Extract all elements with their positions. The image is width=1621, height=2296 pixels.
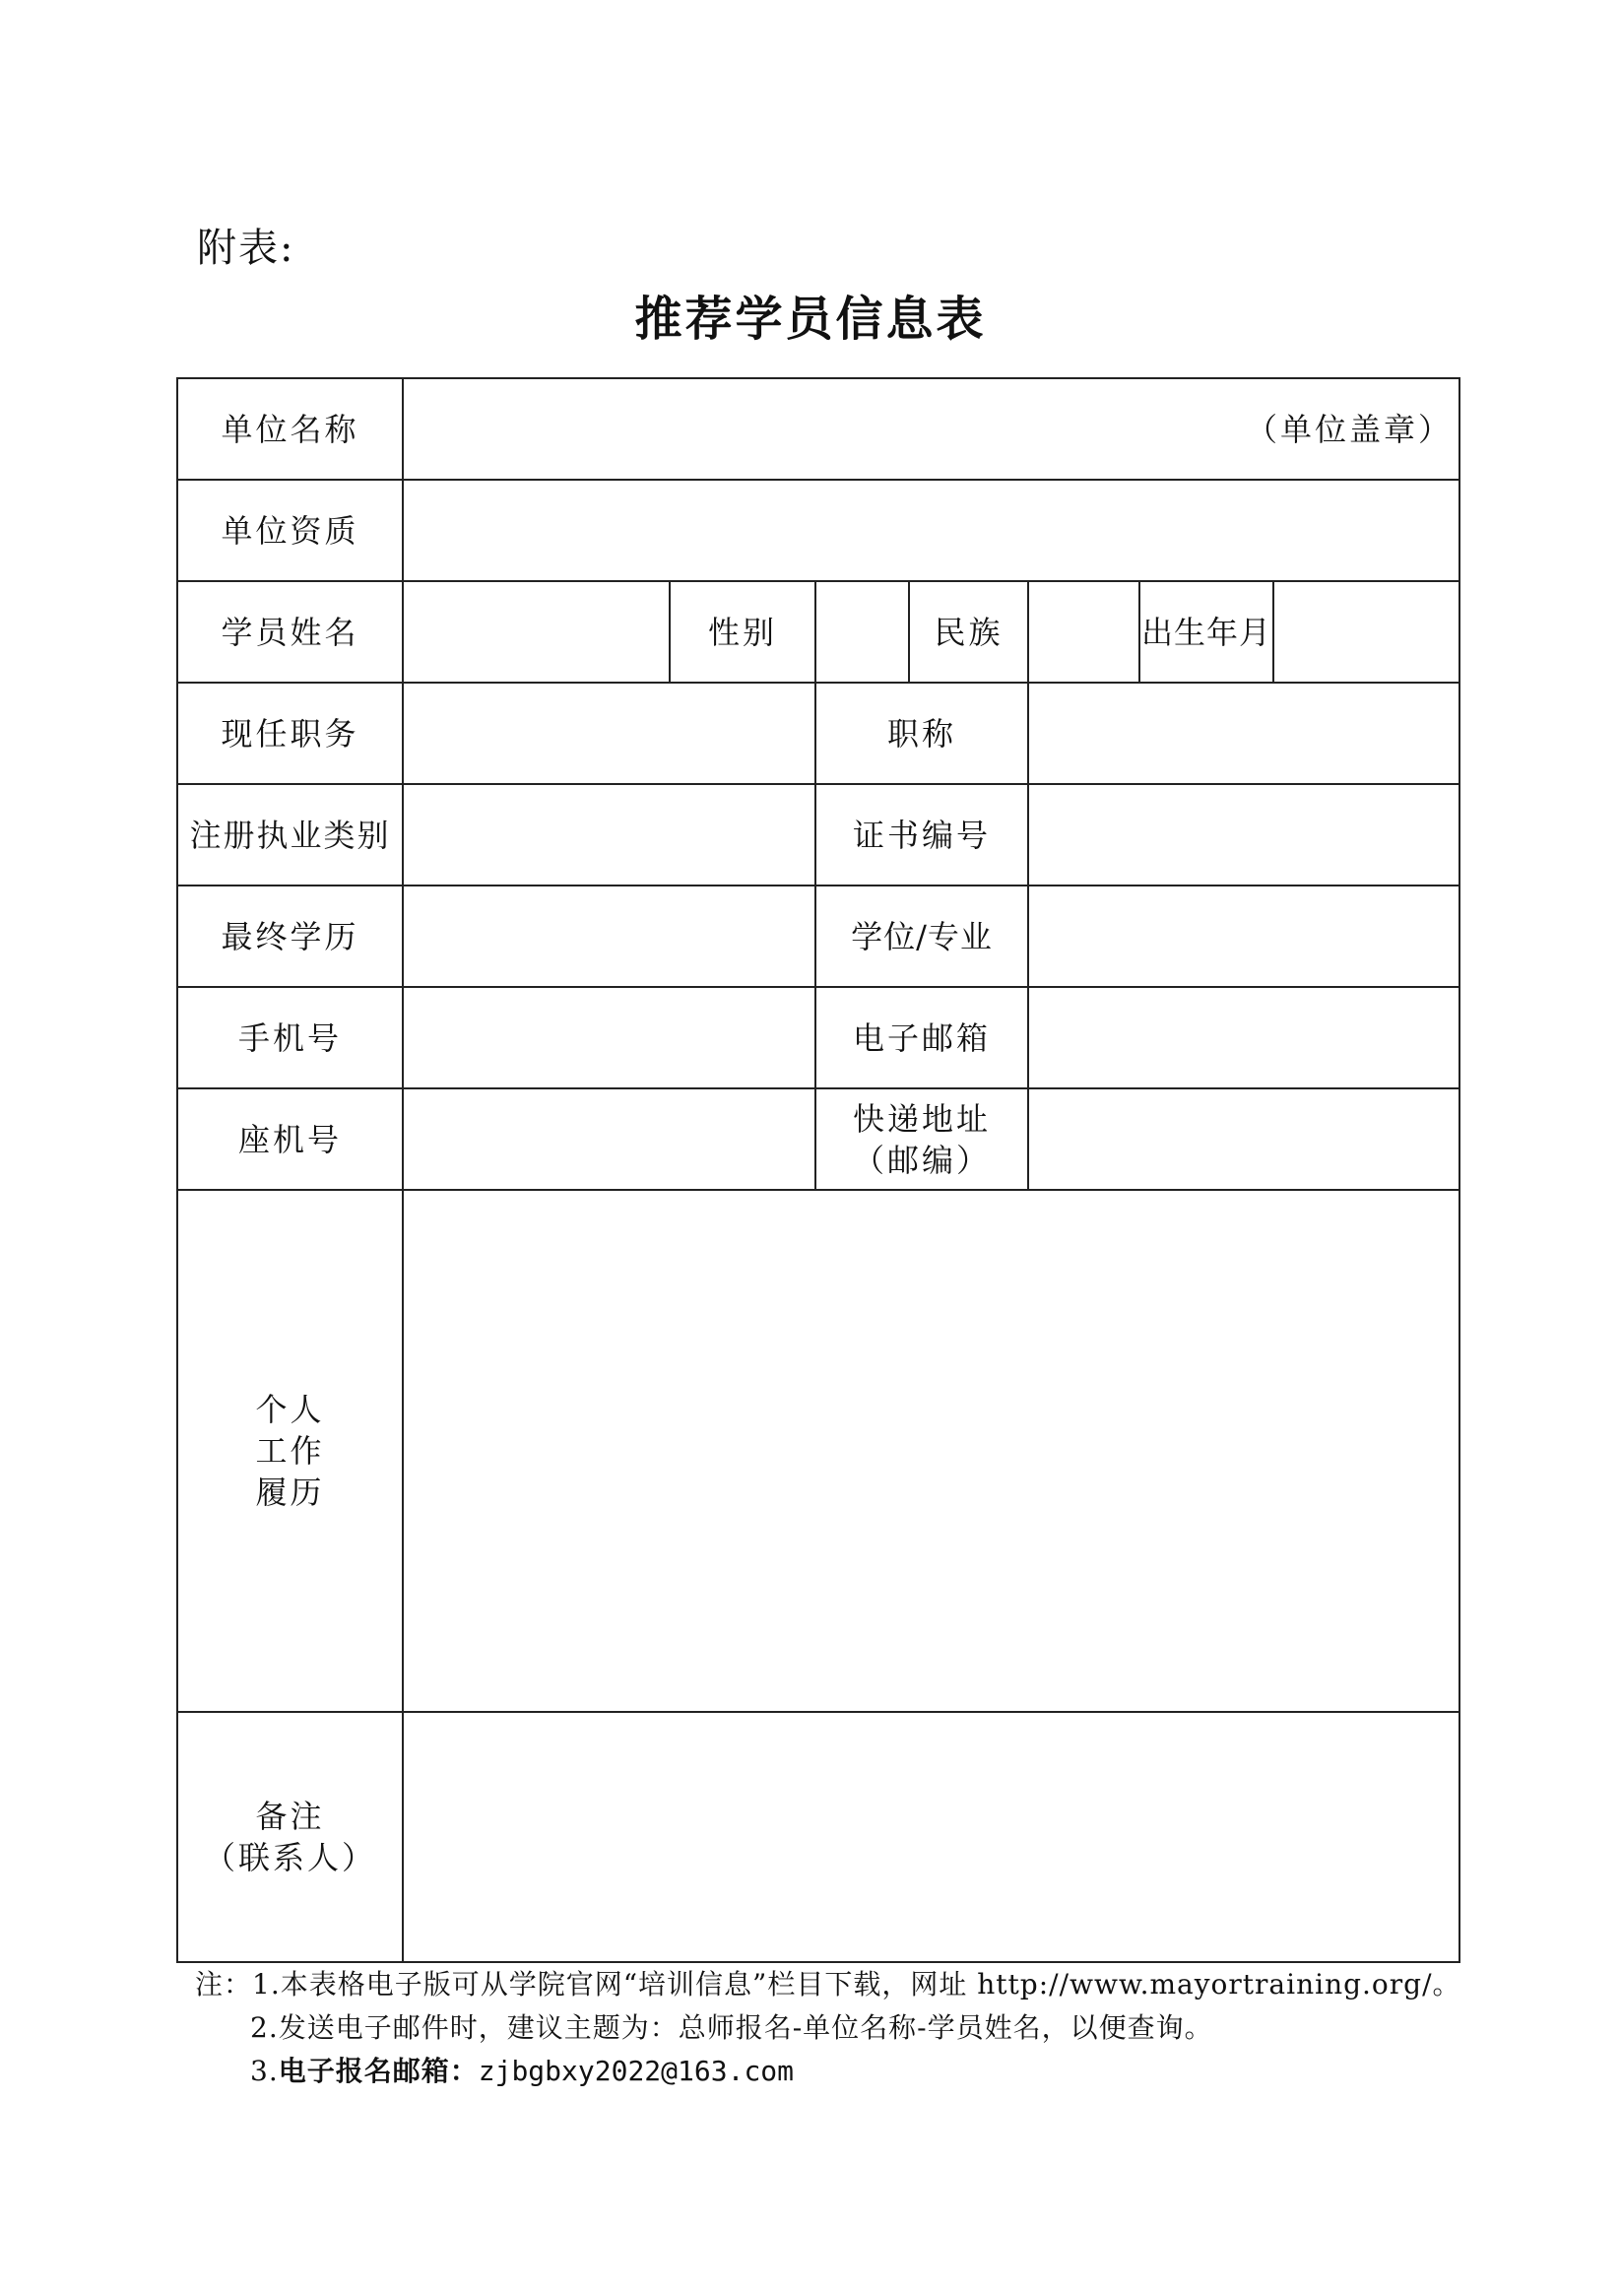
note-2: 2.发送电子邮件时，建议主题为：总师报名-单位名称-学员姓名，以便查询。 <box>250 2011 1213 2044</box>
gender-label: 性别 <box>670 581 815 683</box>
footnotes <box>195 1963 1461 2093</box>
address-label-line1: 快递地址 <box>852 1099 991 1138</box>
ethnicity-label: 民族 <box>909 581 1028 683</box>
birth-field[interactable] <box>1273 581 1459 683</box>
unit-name-field[interactable] <box>403 378 1459 480</box>
certificate-no-field[interactable] <box>1028 784 1459 886</box>
remarks-label <box>177 1712 403 1962</box>
position-field[interactable] <box>403 683 815 784</box>
note-3-label: 电子报名邮箱： <box>278 2055 479 2087</box>
unit-seal-note: （单位盖章） <box>1246 410 1454 448</box>
certificate-no-label: 证书编号 <box>815 784 1028 886</box>
landline-label: 座机号 <box>177 1088 403 1190</box>
note-3 <box>195 2050 1461 2093</box>
student-name-field[interactable] <box>403 581 670 683</box>
remarks-field[interactable] <box>403 1712 1459 1962</box>
unit-qualification-field[interactable] <box>403 480 1459 581</box>
address-field[interactable] <box>1028 1088 1459 1190</box>
unit-qualification-label: 单位资质 <box>177 480 403 581</box>
note-3-prefix: 3. <box>250 2055 279 2087</box>
resume-label-line1: 个人 <box>255 1391 325 1428</box>
student-name-label: 学员姓名 <box>177 581 403 683</box>
email-field[interactable] <box>1028 987 1459 1088</box>
remarks-label-line1: 备注 <box>255 1798 325 1835</box>
recommendation-form-table <box>176 377 1460 1963</box>
email-label: 电子邮箱 <box>815 987 1028 1088</box>
mobile-field[interactable] <box>403 987 815 1088</box>
address-label <box>815 1088 1028 1190</box>
attachment-label: 附表: <box>197 226 295 271</box>
ethnicity-field[interactable] <box>1028 581 1139 683</box>
page-title: 推荐学员信息表 <box>634 292 987 347</box>
registration-email-link[interactable]: zjbgbxy2022@163.com <box>478 2055 795 2087</box>
registration-category-label: 注册执业类别 <box>177 784 403 886</box>
remarks-label-line2: （联系人） <box>203 1839 376 1876</box>
landline-field[interactable] <box>403 1088 815 1190</box>
unit-name-label: 单位名称 <box>177 378 403 480</box>
resume-label-line3: 履历 <box>255 1474 325 1511</box>
resume-label <box>177 1190 403 1712</box>
resume-field[interactable] <box>403 1190 1459 1712</box>
title-label: 职称 <box>815 683 1028 784</box>
resume-label-line2: 工作 <box>255 1432 325 1470</box>
education-label: 最终学历 <box>177 886 403 987</box>
note-1: 注：1.本表格电子版可从学院官网“培训信息”栏目下载，网址 http://www.mayortraining.org/。 <box>195 1968 1461 2001</box>
title-field[interactable] <box>1028 683 1459 784</box>
position-label: 现任职务 <box>177 683 403 784</box>
registration-category-field[interactable] <box>403 784 815 886</box>
birth-label: 出生年月 <box>1139 581 1273 683</box>
education-field[interactable] <box>403 886 815 987</box>
mobile-label: 手机号 <box>177 987 403 1088</box>
address-label-line2: （邮编） <box>852 1141 991 1179</box>
degree-major-label: 学位/专业 <box>815 886 1028 987</box>
degree-major-field[interactable] <box>1028 886 1459 987</box>
gender-field[interactable] <box>815 581 909 683</box>
